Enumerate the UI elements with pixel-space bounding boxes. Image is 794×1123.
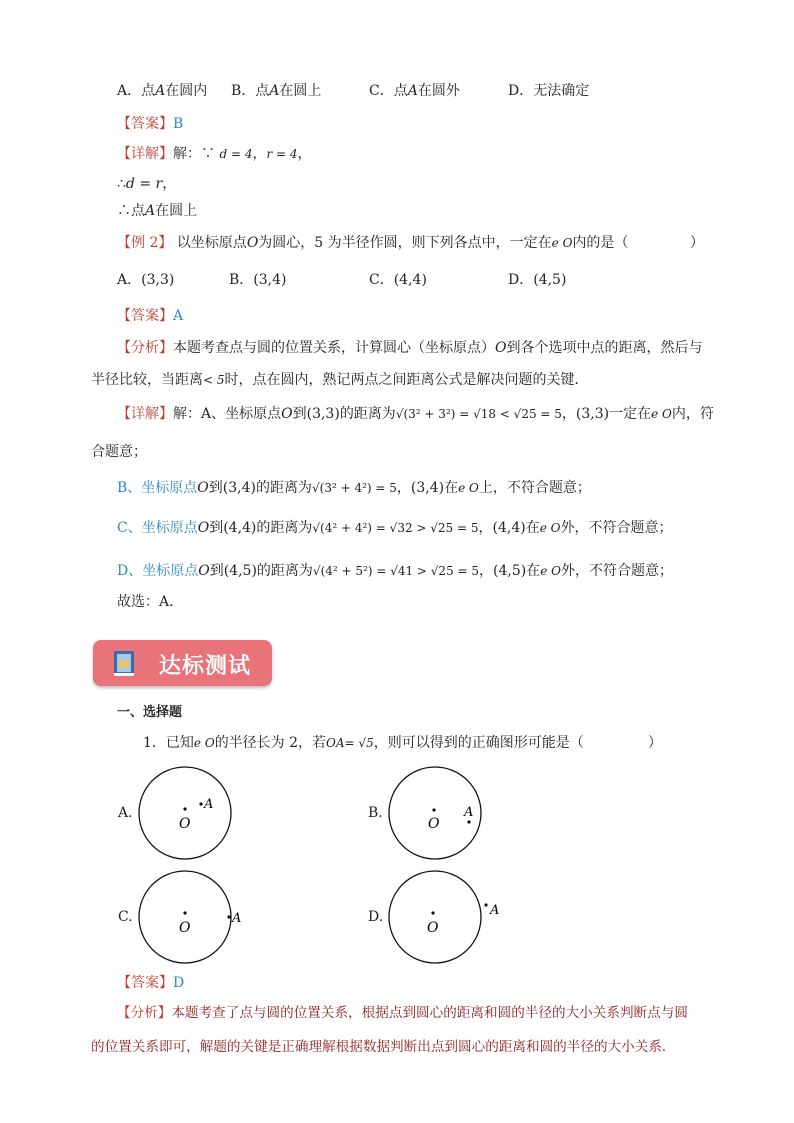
point: (4,5) <box>493 563 527 579</box>
answer-value: D <box>173 975 185 991</box>
text: 到 <box>209 563 224 579</box>
prev-option-a-text: 在圆内 <box>165 83 208 99</box>
example2-option-d <box>508 270 566 290</box>
option-value: (3,3) <box>141 272 175 288</box>
option-value: (4,4) <box>393 272 427 288</box>
text: 到各个选项中点的距离，然后与 <box>506 340 703 356</box>
text: 上，不符合题意； <box>478 480 591 496</box>
text: 的距离为 <box>256 563 313 579</box>
text: 半径比较，当距离 <box>91 372 203 388</box>
point-label: A <box>232 911 242 926</box>
center-dot <box>431 911 434 914</box>
ex2-detail-a-line2: 合题意； <box>91 444 147 460</box>
text: 外，不符合题意； <box>560 520 673 536</box>
therefore: ∴ <box>117 176 126 192</box>
ex2-analysis-line1 <box>117 338 702 358</box>
prev-option-c-letter: C．点 <box>369 83 408 99</box>
text: C、坐标原点 <box>117 520 198 536</box>
eq-d: d = 4 <box>219 147 253 161</box>
example2-question <box>117 233 628 253</box>
sep: ， <box>396 480 411 496</box>
text: 解：A、坐标原点 <box>173 406 282 422</box>
text: 在 <box>526 563 541 579</box>
circle-o: e O <box>651 407 672 421</box>
eq-r: r = 4 <box>266 147 298 161</box>
var-o: O <box>246 235 259 251</box>
option-letter: D． <box>508 272 534 288</box>
point: (3,4) <box>410 480 445 496</box>
option-letter: C． <box>369 272 394 288</box>
prev-detail-line1 <box>117 144 312 164</box>
figure-b <box>388 765 498 861</box>
example2-option-a <box>117 270 174 290</box>
point-dot <box>199 802 202 805</box>
circle-o: e O <box>540 564 561 578</box>
prev-answer <box>117 114 183 134</box>
text: 的距离为 <box>256 520 313 536</box>
point: (4,5) <box>223 563 257 579</box>
var-o: O <box>197 480 209 496</box>
sep: ， <box>252 146 267 162</box>
point: (4,4) <box>223 520 257 536</box>
q1-analysis-line1 <box>117 1003 688 1023</box>
circle-o: e O <box>539 521 561 535</box>
figure-a-letter: A. <box>118 805 133 821</box>
ex2-analysis-line2 <box>91 370 589 390</box>
text: 内，符 <box>671 406 714 422</box>
text: 的半径长为 2，若 <box>214 735 327 751</box>
ex2-detail-c <box>117 518 672 538</box>
figure-a <box>138 765 248 861</box>
circle-o: e O <box>193 736 215 750</box>
text: 到 <box>208 480 223 496</box>
section-title: 一、选择题 <box>117 705 183 720</box>
text: 以坐标原点 <box>176 235 247 251</box>
point-var: A <box>155 83 166 99</box>
option-letter: A． <box>117 272 142 288</box>
point-var: A <box>407 83 418 99</box>
ex2-answer <box>117 306 183 326</box>
text: 的距离为 <box>339 406 396 422</box>
circle-o: e O <box>551 236 573 250</box>
var-o: O <box>198 563 210 579</box>
question1-text <box>143 733 584 753</box>
prev-option-c <box>369 81 460 101</box>
center-label: O <box>179 920 191 936</box>
text: B、坐标原点 <box>117 480 198 496</box>
ex2-detail-b <box>117 478 591 498</box>
ineq: < 5 <box>203 373 225 387</box>
circle-o: e O <box>458 481 479 495</box>
option-value: (4,5) <box>533 272 567 288</box>
center-dot <box>183 911 186 914</box>
figure-b-letter: B. <box>368 805 383 821</box>
banner-title: 达标测试 <box>159 654 252 679</box>
prev-option-a-letter: A．点 <box>117 83 156 99</box>
example2-paren-close: ） <box>690 235 704 251</box>
prev-option-d: D．无法确定 <box>508 83 590 99</box>
point-dot <box>467 820 470 823</box>
prev-option-b-letter: B．点 <box>231 83 270 99</box>
answer-value: A <box>173 308 184 324</box>
text: 在 <box>525 520 540 536</box>
example-label: 【例 2】 <box>117 235 173 251</box>
option-letter: B． <box>229 272 254 288</box>
sep: ， <box>479 563 494 579</box>
math-expr: √(3² + 3²) = √18 < √25 = 5 <box>395 407 562 421</box>
point-dot <box>484 903 487 906</box>
prev-detail-line2 <box>117 174 176 194</box>
point-dot <box>227 915 230 918</box>
text: 一定在 <box>609 406 652 422</box>
section-banner <box>93 640 272 686</box>
text: D、坐标原点 <box>117 563 199 579</box>
text: 本题考查点与圆的位置关系，计算圆心（坐标原点） <box>173 340 495 356</box>
answer-label: 【答案】 <box>117 116 173 132</box>
prev-option-c-text: 在圆外 <box>417 83 460 99</box>
detail-text: 解：∵ <box>173 146 215 162</box>
var-o: O <box>495 340 507 356</box>
prev-detail-line3 <box>117 201 197 221</box>
sep: ， <box>162 176 177 192</box>
text: 在圆上 <box>155 203 198 219</box>
example2-option-b <box>229 270 287 290</box>
text: 外，不符合题意； <box>561 563 673 579</box>
center-dot <box>183 807 186 810</box>
center-dot <box>432 808 435 811</box>
figure-d-letter: D. <box>368 909 384 925</box>
text: 在 <box>444 480 459 496</box>
prev-option-b <box>231 81 321 101</box>
figure-c <box>138 870 248 966</box>
q1-answer <box>117 973 184 993</box>
point-label: A <box>204 797 214 812</box>
analysis-label: 【分析】 <box>117 1005 172 1021</box>
text: 内的是（ <box>572 235 629 251</box>
ex2-detail-a-line1 <box>117 404 714 424</box>
circle <box>389 871 481 963</box>
text: 到 <box>209 520 224 536</box>
point: (4,4) <box>492 520 526 536</box>
text: 到 <box>292 406 307 422</box>
circle <box>139 767 231 859</box>
book-icon <box>112 650 138 682</box>
text: ∴点 <box>117 203 145 219</box>
math-expr: √(3² + 4²) = 5 <box>311 481 397 495</box>
point: (3,3) <box>575 406 610 422</box>
prev-options-row <box>117 81 207 101</box>
math-eq: OA= √5 <box>326 736 374 750</box>
point-label: A <box>464 805 474 820</box>
ex2-choose: 故选：A． <box>117 594 184 610</box>
center-label: O <box>428 816 440 832</box>
option-value: (3,4) <box>253 272 287 288</box>
text: 时，点在圆内，熟记两点之间距离公式是解决问题的关键． <box>224 372 589 388</box>
text: 本题考查了点与圆的位置关系，根据点到圆心的距离和圆的半径的大小关系判断点与圆 <box>171 1005 688 1021</box>
answer-label: 【答案】 <box>117 308 173 324</box>
circle <box>139 871 231 963</box>
sep: ， <box>561 406 576 422</box>
answer-label: 【答案】 <box>117 975 173 991</box>
figure-c-letter: C. <box>118 909 133 925</box>
eq-dr: d = r <box>125 176 163 192</box>
example2-option-c <box>369 270 427 290</box>
math-expr: √(4² + 5²) = √41 > √25 = 5 <box>312 564 480 578</box>
text: ，则可以得到的正确图形可能是（ <box>373 735 584 751</box>
prev-option-b-text: 在圆上 <box>279 83 322 99</box>
point: (3,3) <box>306 406 340 422</box>
var-o: O <box>281 406 293 422</box>
ex2-detail-d <box>117 561 673 581</box>
sep: ， <box>478 520 493 536</box>
figure-d <box>388 870 508 966</box>
analysis-label: 【分析】 <box>117 340 173 356</box>
var-o: O <box>197 520 210 536</box>
center-label: O <box>179 816 191 832</box>
text: 为圆心，5 为半径作圆，则下列各点中，一定在 <box>258 235 552 251</box>
text: 1．已知 <box>143 735 194 751</box>
text: 的距离为 <box>255 480 312 496</box>
question1-paren-close: ） <box>648 735 662 751</box>
sep: ， <box>297 146 312 162</box>
center-label: O <box>427 920 439 936</box>
point-var: A <box>269 83 280 99</box>
detail-label: 【详解】 <box>117 146 173 162</box>
detail-label: 【详解】 <box>117 406 173 422</box>
answer-value: B <box>173 116 184 132</box>
math-expr: √(4² + 4²) = √32 > √25 = 5 <box>312 521 479 535</box>
point-label: A <box>490 903 500 918</box>
point-var: A <box>145 203 156 219</box>
q1-analysis-line2: 的位置关系即可，解题的关键是正确理解根据数据判断出点到圆心的距离和圆的半径的大小关系． <box>91 1039 676 1055</box>
point: (3,4) <box>222 480 256 496</box>
